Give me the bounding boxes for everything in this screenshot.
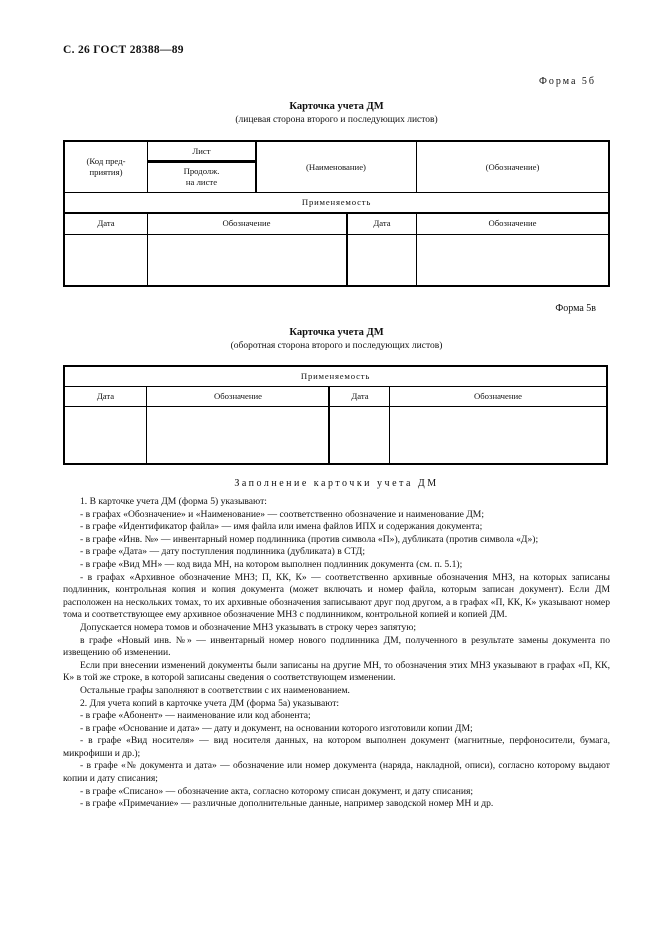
- instruction-paragraph: - в графе «Вид носителя» — вид носителя данных, на котором выполнен документ (магнитные, перфоносители, бумага, микрофиши и др.);: [63, 735, 610, 759]
- instruction-paragraph: 2. Для учета копий в карточке учета ДМ (форма 5а) указывают:: [80, 697, 340, 709]
- cell-enterprise-code-line2: приятия): [89, 167, 123, 177]
- col-header-date-2: [348, 213, 416, 234]
- col-header-designation-2: [390, 387, 606, 406]
- cell-designation-label: (Обозначение): [485, 161, 540, 172]
- grid-line: [416, 142, 417, 192]
- form-5v-table: [63, 365, 608, 465]
- col-header-date-1: [65, 213, 147, 234]
- instruction-paragraph: - в графе «Вид МН» — код вида МН, на котором выполнен подлинник документа (см. п. 5.1);: [80, 558, 463, 570]
- col-header-date-2-label: Дата: [373, 218, 391, 228]
- grid-line: [255, 142, 257, 192]
- grid-line: [146, 387, 147, 463]
- col-header-designation-2-label: Обозначение: [488, 218, 537, 228]
- grid-line: [416, 213, 417, 285]
- grid-line-thick: [346, 213, 348, 285]
- instruction-paragraph: - в графе «Примечание» — различные дополнительные данные, например заводской номер МН и др.: [80, 798, 494, 810]
- col-header-designation-1: [148, 213, 345, 234]
- form-5b-table: [63, 140, 610, 287]
- instruction-paragraph: - в графе «Абонент» — наименование или код абонента;: [80, 710, 311, 722]
- cell-designation: [417, 142, 608, 192]
- page-header: С. 26 ГОСТ 28388—89: [63, 44, 184, 56]
- col-header-designation-1: [147, 387, 329, 406]
- grid-line: [147, 142, 148, 192]
- col-header-date-1-label: Дата: [96, 391, 115, 401]
- instructions-body: [63, 496, 610, 811]
- instruction-paragraph: Если при внесении изменений документы были записаны на другие МН, то обозначения этих МНЗ указывают в графах «П, КК, К» в той же строке, в которой записаны сведения о соответствующем изменении.: [63, 659, 610, 684]
- cell-sheet-label: Лист: [192, 145, 211, 156]
- instruction-paragraph: - в графе «Списано» — обозначение акта, согласно которому списан документ, и дату списания;: [80, 785, 474, 797]
- cell-sheet: [148, 142, 255, 160]
- cell-continuation: [148, 163, 255, 191]
- grid-line: [389, 387, 390, 463]
- instruction-paragraph: в графе «Новый инв. №» — инвентарный номер нового подлинника ДМ, полученного в результате замены документа по извещению об изменении.: [63, 634, 610, 659]
- col-header-designation-2-label: Обозначение: [473, 391, 522, 401]
- col-header-date-2-label: Дата: [351, 391, 369, 401]
- form-5v-title: Карточка учета ДМ: [289, 327, 384, 338]
- form-5v-label: Форма 5в: [555, 303, 596, 314]
- instruction-paragraph: - в графе «Инв. №» — инвентарный номер подлинника (против символа «П»), дубликата (против символа «Д»);: [80, 533, 539, 545]
- form-5v-subtitle: (оборотная сторона второго и последующих листов): [230, 341, 443, 351]
- cell-enterprise-code: [65, 142, 147, 192]
- applicability-label: Применяемость: [301, 196, 372, 207]
- cell-name-label: (Наименование): [306, 161, 366, 172]
- instruction-paragraph: 1. В карточке учета ДМ (форма 5) указывают:: [80, 496, 267, 507]
- grid-line: [65, 192, 608, 193]
- col-header-date-2: [331, 387, 389, 406]
- col-header-date-1: [65, 387, 146, 406]
- instruction-paragraph: Допускается номера томов и обозначение МНЗ указывать в строку через запятую;: [80, 621, 417, 633]
- cell-name: [257, 142, 415, 192]
- cell-continuation-line2: на листе: [185, 177, 218, 187]
- form-5b-label: Форма 5б: [538, 76, 596, 87]
- applicability-band: [65, 192, 608, 212]
- applicability-label: Применяемость: [300, 371, 371, 381]
- applicability-band: [65, 367, 606, 386]
- form-5b-title: Карточка учета ДМ: [289, 101, 384, 112]
- cell-continuation-line1: Продолж.: [183, 166, 220, 176]
- col-header-date-1-label: Дата: [97, 218, 115, 228]
- instruction-paragraph: - в графах «Обозначение» и «Наименование» — соответственно обозначение и наименование ДМ;: [80, 508, 485, 520]
- instruction-paragraph: - в графах «Архивное обозначение МНЗ; П, КК, К» — соответственно архивные обозначения МНЗ, на которых записаны подлинник, контрольная копия и копия документа (может включать и номер файла, которым записан документ). Если ДМ расположен на нескольких томах, то их архивные обозначения записывают друг под другом, а в графах «П, КК, К» указывают номер тома и соответствующее ему архивное обозначение МНЗ с подлинником, контрольной копией и копией ДМ.: [63, 571, 610, 621]
- col-header-designation-2: [417, 213, 608, 234]
- grid-line-thick: [147, 160, 256, 163]
- cell-enterprise-code-line1: (Код пред-: [86, 156, 126, 166]
- instruction-paragraph: - в графе «Основание и дата» — дату и документ, на основании которого изготовили копии ДМ;: [80, 722, 473, 734]
- col-header-designation-1-label: Обозначение: [213, 391, 262, 401]
- instruction-paragraph: - в графе «Дата» — дату поступления подлинника (дубликата) в СТД;: [80, 546, 366, 558]
- instruction-paragraph: Остальные графы заполняют в соответствии с их наименованием.: [80, 684, 350, 696]
- grid-line-thick: [328, 387, 330, 463]
- form-5b-subtitle: (лицевая сторона второго и последующих листов): [235, 115, 438, 125]
- instruction-paragraph: - в графе «№ документа и дата» — обозначение или номер документа (наряда, накладной, описи), согласно которому выдают копии и дату списания;: [63, 760, 610, 785]
- instructions-heading: Заполнение карточки учета ДМ: [234, 478, 439, 489]
- col-header-designation-1-label: Обозначение: [222, 218, 271, 228]
- instruction-paragraph: - в графе «Идентификатор файла» — имя файла или имена файлов ИПХ и содержания документа;: [80, 521, 483, 533]
- grid-line: [147, 213, 148, 285]
